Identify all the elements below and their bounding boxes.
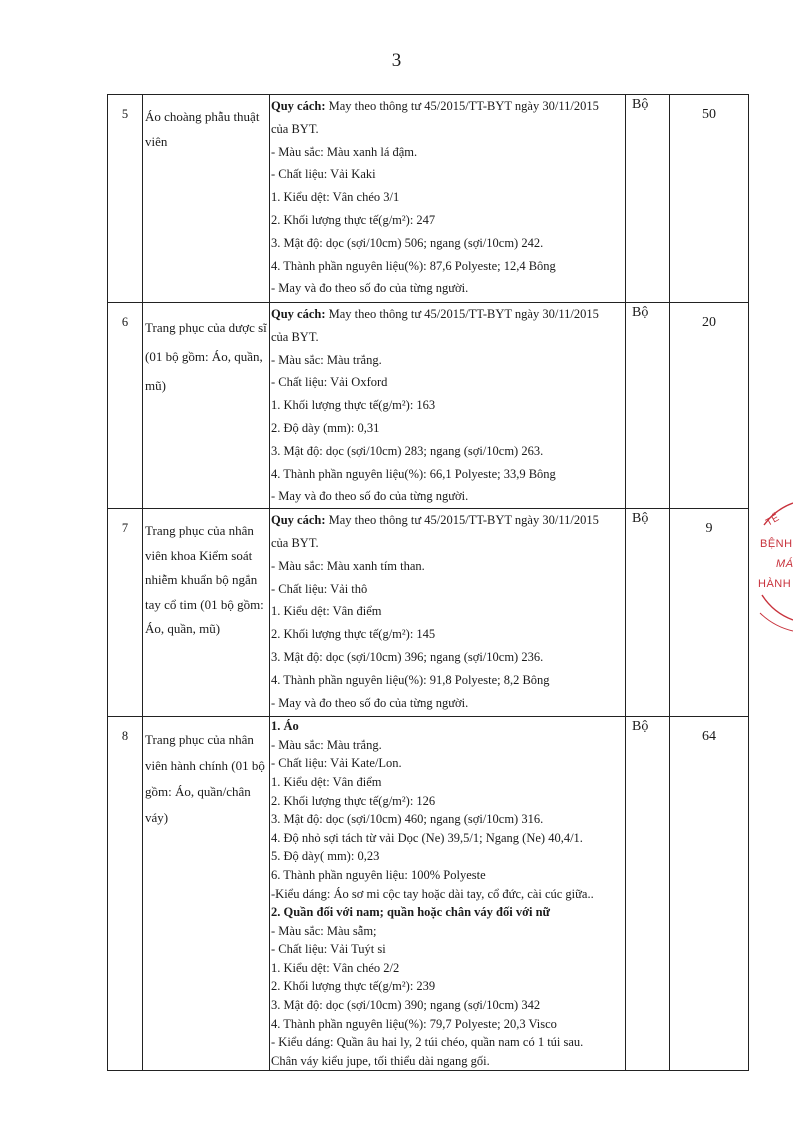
table-row [108, 303, 749, 509]
spec-line: Chân váy kiểu jupe, tối thiểu dài ngang gối. [271, 1053, 490, 1068]
spec-line: - May và đo theo số đo của từng người. [271, 281, 469, 296]
spec-label: 1. Áo [271, 719, 299, 734]
quantity: 64 [670, 717, 749, 1071]
unit: Bộ [626, 717, 670, 1071]
spec-line: của BYT. [271, 329, 319, 344]
spec-line: 1. Kiểu dệt: Vân điểm [271, 604, 382, 619]
item-specification [270, 717, 626, 1071]
spec-line: của BYT. [271, 535, 319, 550]
spec-line: - Màu sắc: Màu sẫm; [271, 923, 377, 938]
page-number: 3 [391, 50, 402, 71]
spec-label: Quy cách: [271, 513, 326, 528]
item-name: Trang phục của nhân viên hành chính (01 bộ gồm: Áo, quần/chân váy) [143, 717, 270, 1071]
spec-line: 3. Mật độ: dọc (sợi/10cm) 283; ngang (sợi/10cm) 263. [271, 443, 544, 458]
spec-line: 3. Mật độ: dọc (sợi/10cm) 506; ngang (sợi/10cm) 242. [271, 235, 544, 250]
spec-line: 2. Khối lượng thực tế(g/m²): 247 [271, 212, 436, 227]
spec-line: - Màu sắc: Màu xanh lá đậm. [271, 144, 418, 159]
spec-line: - Chất liệu: Vải Kate/Lon. [271, 756, 402, 771]
spec-line: 5. Độ dày( mm): 0,23 [271, 849, 380, 864]
spec-line: 4. Độ nhỏ sợi tách từ vải Dọc (Ne) 39,5/1; Ngang (Ne) 40,4/1. [271, 830, 583, 845]
item-name: Trang phục của nhân viên khoa Kiểm soát nhiễm khuẩn bộ ngắn tay cổ tim (01 bộ gồm: Áo, quần, mũ) [143, 509, 270, 717]
spec-line: 3. Mật độ: dọc (sợi/10cm) 396; ngang (sợi/10cm) 236. [271, 649, 544, 664]
stamp-text: MÁ [776, 558, 793, 570]
quantity: 20 [670, 303, 749, 509]
item-name: Trang phục của dược sĩ (01 bộ gồm: Áo, quần, mũ) [143, 303, 270, 509]
item-name: Áo choàng phẫu thuật viên [143, 95, 270, 303]
stamp-text: BỆNH [760, 538, 793, 550]
spec-line: - May và đo theo số đo của từng người. [271, 695, 469, 710]
unit: Bộ [626, 95, 670, 303]
hospital-stamp [752, 495, 793, 635]
stamp-text: HÀNH [758, 578, 792, 590]
spec-label: Quy cách: [271, 99, 326, 113]
quantity: 50 [670, 95, 749, 303]
table-row [108, 95, 749, 303]
row-number: 8 [108, 717, 143, 1071]
spec-line: của BYT. [271, 121, 319, 136]
row-number: 6 [108, 303, 143, 509]
spec-line: - May và đo theo số đo của từng người. [271, 489, 469, 504]
spec-section-heading: 2. Quần đối với nam; quần hoặc chân váy đối với nữ [271, 905, 551, 920]
spec-line: - Màu sắc: Màu xanh tím than. [271, 558, 425, 573]
spec-label: Quy cách: [271, 307, 326, 321]
spec-line: - Chất liệu: Vải Tuýt si [271, 942, 386, 957]
spec-line: 1. Khối lượng thực tế(g/m²): 163 [271, 398, 436, 413]
specification-table [107, 94, 749, 1071]
item-specification [270, 509, 626, 717]
spec-line: 6. Thành phần nguyên liệu: 100% Polyeste [271, 867, 486, 882]
spec-line: 2. Độ dày (mm): 0,31 [271, 420, 380, 435]
spec-line: 4. Thành phần nguyên liệu(%): 66,1 Polyeste; 33,9 Bông [271, 466, 556, 481]
spec-line: - Chất liệu: Vải Oxford [271, 375, 388, 390]
item-specification [270, 95, 626, 303]
spec-line: 3. Mật độ: dọc (sợi/10cm) 390; ngang (sợi/10cm) 342 [271, 998, 541, 1013]
spec-line: 1. Kiểu dệt: Vân chéo 3/1 [271, 190, 400, 205]
quantity: 9 [670, 509, 749, 717]
spec-first-line: May theo thông tư 45/2015/TT-BYT ngày 30/11/2015 [325, 99, 599, 113]
spec-line: - Kiểu dáng: Quần âu hai ly, 2 túi chéo, quần nam có 1 túi sau. [271, 1035, 584, 1050]
spec-line: -Kiểu dáng: Áo sơ mi cộc tay hoặc dài tay, cổ đức, cài cúc giữa.. [271, 886, 594, 901]
spec-line: - Chất liệu: Vải Kaki [271, 167, 376, 182]
spec-line: 2. Khối lượng thực tế(g/m²): 145 [271, 627, 436, 642]
spec-line: 4. Thành phần nguyên liệu(%): 87,6 Polyeste; 12,4 Bông [271, 258, 556, 273]
table-row [108, 717, 749, 1071]
spec-line: 4. Thành phần nguyên liệu(%): 91,8 Polyeste; 8,2 Bông [271, 672, 550, 687]
table-row [108, 509, 749, 717]
row-number: 5 [108, 95, 143, 303]
spec-line: 3. Mật độ: dọc (sợi/10cm) 460; ngang (sợi/10cm) 316. [271, 812, 544, 827]
spec-line: 4. Thành phần nguyên liệu(%): 79,7 Polyeste; 20,3 Visco [271, 1016, 557, 1031]
spec-line: - Chất liệu: Vải thô [271, 581, 368, 596]
spec-line: - Màu sắc: Màu trắng. [271, 352, 382, 367]
spec-line: 1. Kiểu dệt: Vân chéo 2/2 [271, 960, 400, 975]
stamp-text: TẾ [764, 512, 782, 529]
spec-line: - Màu sắc: Màu trắng. [271, 737, 382, 752]
unit: Bộ [626, 303, 670, 509]
spec-first-line: May theo thông tư 45/2015/TT-BYT ngày 30/11/2015 [325, 307, 599, 321]
spec-line: 2. Khối lượng thực tế(g/m²): 239 [271, 979, 436, 994]
unit: Bộ [626, 509, 670, 717]
spec-first-line: May theo thông tư 45/2015/TT-BYT ngày 30/11/2015 [325, 513, 599, 528]
spec-line: 2. Khối lượng thực tế(g/m²): 126 [271, 793, 436, 808]
row-number: 7 [108, 509, 143, 717]
item-specification [270, 303, 626, 509]
spec-line: 1. Kiểu dệt: Vân điểm [271, 774, 382, 789]
